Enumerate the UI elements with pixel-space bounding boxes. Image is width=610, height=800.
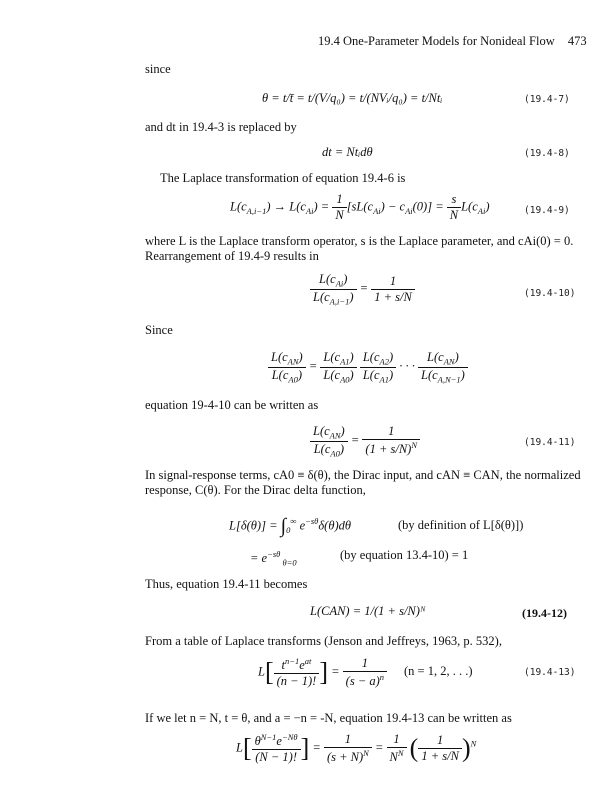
text-table: From a table of Laplace transforms (Jenson and Jeffreys, 1963, p. 532), bbox=[145, 634, 502, 648]
equation-number-19-4-7: (19.4-7) bbox=[524, 94, 570, 105]
equation-dirac-integral: $L[\delta(\theta)] = \int_0^\infty$ $e^{-s\theta}\delta(\theta)d\theta$ bbox=[229, 515, 352, 537]
page-number: 473 bbox=[567, 34, 587, 48]
equation-ratio-product: $\frac{L(c_{AN})}{L(c_{A0})}$ = $\frac{L(c_{A1})}{L(c_{A0})}$ $\frac{L(c_{A2})}{L(c_{A1})}$ · · · $\frac{L(c_{AN})}{L(c_{A,N-1})}$ bbox=[268, 350, 468, 384]
text-by-equation: (by equation 13.4-10) = 1 bbox=[340, 548, 469, 562]
equation-number-19-4-10: (19.4-10) bbox=[524, 288, 576, 299]
equation-19-4-10: $\frac{L(c_{Ai})}{L(c_{A,i-1})}$ = $\frac{1}{1 + s/N}$ bbox=[310, 272, 415, 306]
text-n-range: (n = 1, 2, . . .) bbox=[404, 664, 473, 678]
text-since: since bbox=[145, 62, 171, 76]
text-laplace-intro: The Laplace transformation of equation 19.4-6 is bbox=[160, 171, 406, 185]
text-since-2: Since bbox=[145, 323, 173, 337]
text-if-we-let: If we let n = N, t = θ, and a = −n = -N, equation 19.4-13 can be written as bbox=[145, 711, 512, 725]
equation-dirac-result: = $e^{-s\theta}$ $_{\theta=0}$ bbox=[250, 549, 297, 568]
equation-number-19-4-8: (19.4-8) bbox=[524, 148, 570, 159]
text-where-line2: Rearrangement of 19.4-9 results in bbox=[145, 249, 319, 263]
equation-number-19-4-13: (19.4-13) bbox=[524, 667, 576, 678]
text-and-dt: and dt in 19.4-3 is replaced by bbox=[145, 120, 297, 134]
equation-19-4-12: L(CAN) = 1/(1 + s/N)ᴺ bbox=[310, 604, 426, 618]
text-signal-line1: In signal-response terms, cA0 ≡ δ(θ), the Dirac input, and cAN ≡ CAN, the normalized bbox=[145, 468, 581, 482]
text-where-line1: where L is the Laplace transform operator, s is the Laplace parameter, and cAi(0) = 0. bbox=[145, 234, 574, 248]
equation-number-19-4-9: (19.4-9) bbox=[524, 205, 570, 216]
text-thus: Thus, equation 19.4-11 becomes bbox=[145, 577, 308, 591]
equation-19-4-11: $\frac{L(c_{AN})}{L(c_{A0})}$ = $\frac{1}{(1 + s/N)^N}$ bbox=[310, 424, 420, 458]
text-signal-line2: response, C(θ). For the Dirac delta function, bbox=[145, 483, 366, 497]
equation-19-4-9: $L(c_{A,i-1}) \to L(c_{Ai})$ = $\frac{1}{N}$ $[sL(c_{Ai}) - c_{Ai}(0)]$ = $\frac{s}{N}$ $L(c_{Ai})$ bbox=[230, 192, 490, 222]
equation-19-4-8: dt = Ntᵢdθ bbox=[322, 145, 373, 159]
equation-final: L[ $\frac{\theta^{N-1}e^{-N\theta}}{(N - 1)!}$ ] = $\frac{1}{(s + N)^N}$ = $\frac{1}{N^N}$ ( $\frac{1}{1 + s/N}$ )$^N$ bbox=[236, 732, 477, 765]
text-equation-can: equation 19-4-10 can be written as bbox=[145, 398, 319, 412]
equation-19-4-7: θ = t/t̄ = t/(V/q₀) = t/(NVᵢ/q₀) = t/Ntᵢ bbox=[262, 91, 443, 105]
equation-19-4-13: L[ $\frac{t^{n-1}e^{at}}{(n - 1)!}$ ] = $\frac{1}{(s - a)^n}$ bbox=[258, 656, 387, 689]
running-header bbox=[318, 34, 587, 49]
text-by-definition: (by definition of L[δ(θ)]) bbox=[398, 518, 524, 532]
section-title: 19.4 One-Parameter Models for Nonideal Flow bbox=[318, 34, 555, 48]
equation-number-19-4-11: (19.4-11) bbox=[524, 437, 576, 448]
equation-number-19-4-12: (19.4-12) bbox=[522, 606, 567, 620]
